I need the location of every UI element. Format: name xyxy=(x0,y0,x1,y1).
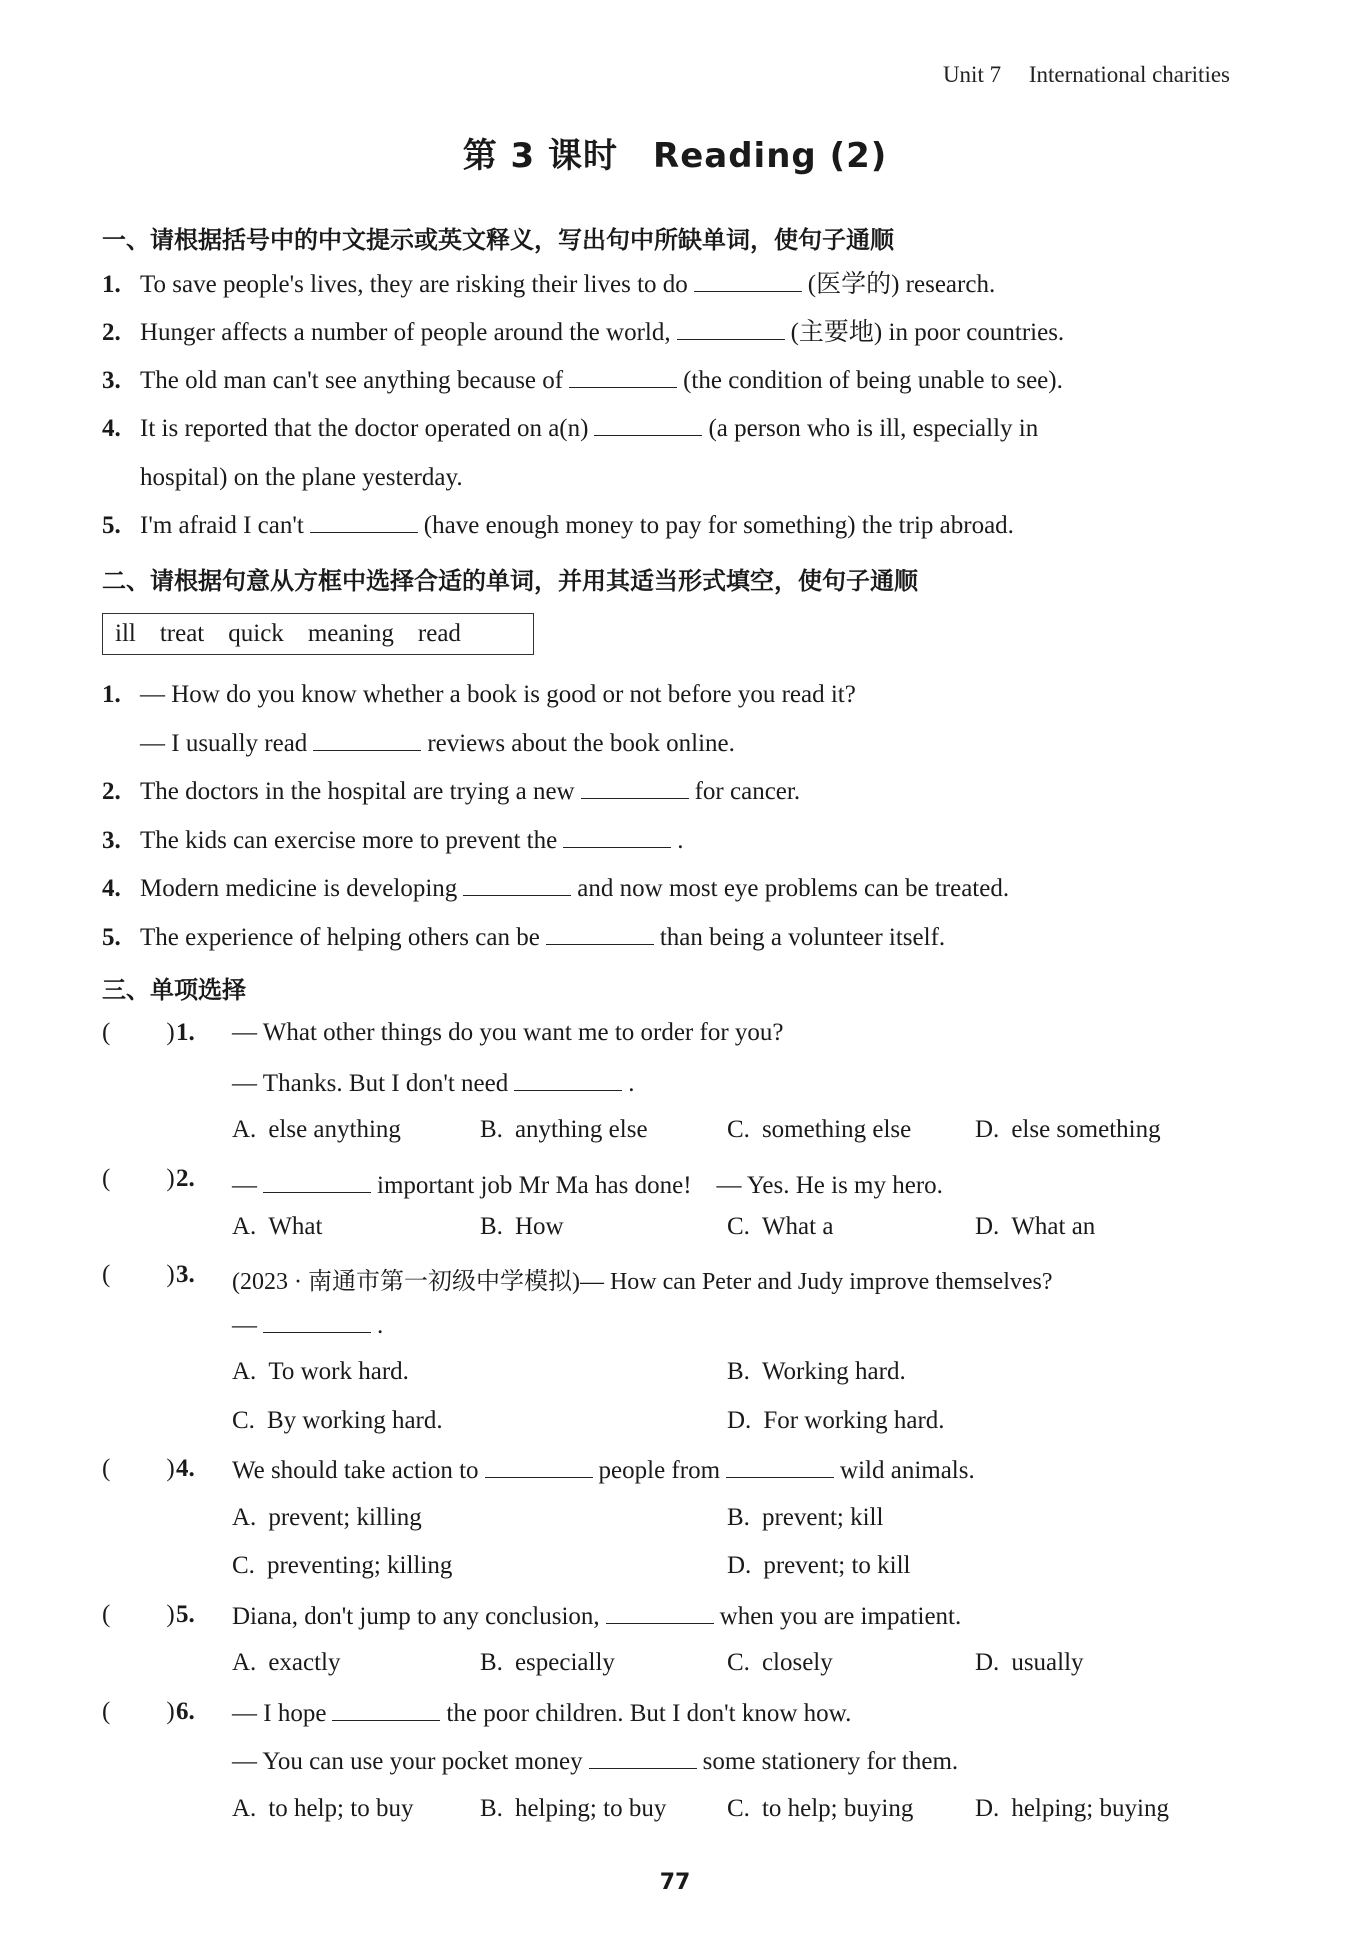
s3-q6-number: 6. xyxy=(176,1698,195,1725)
option-b[interactable]: B. anything else xyxy=(480,1116,648,1143)
answer-blank[interactable] xyxy=(313,728,421,751)
word-bank-item: quick xyxy=(228,620,284,647)
answer-paren[interactable]: ( ) xyxy=(102,1455,175,1482)
answer-blank[interactable] xyxy=(569,365,677,388)
s3-q3-text: (2023 · 南通市第一初级中学模拟)— How can Peter and Judy improve themselves? xyxy=(232,1269,1053,1295)
answer-blank[interactable] xyxy=(594,413,702,436)
s1-question-2: 2. Hunger affects a number of people around the world, (主要地) in poor countries. xyxy=(102,319,1065,346)
answer-blank[interactable] xyxy=(589,1746,697,1769)
option-b[interactable]: B. prevent; kill xyxy=(727,1504,884,1531)
option-c[interactable]: C. to help; buying xyxy=(727,1795,914,1822)
running-header xyxy=(943,62,1230,88)
option-a[interactable]: A. to help; to buy xyxy=(232,1795,414,1822)
option-b[interactable]: B. especially xyxy=(480,1649,615,1676)
page-number: 77 xyxy=(659,1870,691,1895)
s1-question-4-continued: hospital) on the plane yesterday. xyxy=(140,464,463,491)
answer-blank[interactable] xyxy=(694,269,802,292)
answer-blank[interactable] xyxy=(263,1310,371,1333)
word-bank-box xyxy=(102,613,534,655)
unit-topic: International charities xyxy=(1028,62,1230,87)
answer-paren[interactable]: ( ) xyxy=(102,1601,175,1628)
option-d[interactable]: D. usually xyxy=(975,1649,1084,1676)
s3-q1-reply: — Thanks. But I don't need . xyxy=(232,1070,635,1097)
option-c[interactable]: C. closely xyxy=(727,1649,833,1676)
s1-question-1: 1. To save people's lives, they are risking their lives to do (医学的) research. xyxy=(102,271,996,298)
answer-blank[interactable] xyxy=(546,922,654,945)
s2-question-4: 4. Modern medicine is developing and now most eye problems can be treated. xyxy=(102,875,1010,902)
s2-question-5: 5. The experience of helping others can be than being a volunteer itself. xyxy=(102,924,946,951)
word-bank-item: treat xyxy=(159,620,205,647)
answer-paren[interactable]: ( ) xyxy=(102,1165,175,1192)
answer-blank[interactable] xyxy=(485,1455,593,1478)
s3-q6-text: — I hope the poor children. But I don't know how. xyxy=(232,1700,852,1727)
s3-q3-reply: — . xyxy=(232,1312,384,1339)
s2-question-1: 1. — How do you know whether a book is good or not before you read it? xyxy=(102,681,856,708)
answer-blank[interactable] xyxy=(514,1068,622,1091)
option-c[interactable]: C. something else xyxy=(727,1116,912,1143)
s3-q6-reply: — You can use your pocket money some stationery for them. xyxy=(232,1748,959,1775)
option-a[interactable]: A. To work hard. xyxy=(232,1358,409,1385)
answer-blank[interactable] xyxy=(581,776,689,799)
option-c[interactable]: C. What a xyxy=(727,1213,834,1240)
answer-blank[interactable] xyxy=(563,825,671,848)
s3-q4-number: 4. xyxy=(176,1455,195,1482)
option-a[interactable]: A. else anything xyxy=(232,1116,401,1143)
s3-q2-text: — important job Mr Ma has done! — Yes. He is my hero. xyxy=(232,1172,943,1199)
s3-q2-number: 2. xyxy=(176,1165,195,1192)
option-d[interactable]: D. helping; buying xyxy=(975,1795,1169,1822)
s3-q5-number: 5. xyxy=(176,1601,195,1628)
s1-question-5: 5. I'm afraid I can't (have enough money to pay for something) the trip abroad. xyxy=(102,512,1014,539)
answer-blank[interactable] xyxy=(606,1601,714,1624)
unit-label: Unit 7 xyxy=(942,62,1002,87)
word-bank-item: ill xyxy=(115,620,136,647)
option-b[interactable]: B. helping; to buy xyxy=(480,1795,667,1822)
answer-paren[interactable]: ( ) xyxy=(102,1261,175,1288)
answer-paren[interactable]: ( ) xyxy=(102,1019,175,1046)
answer-blank[interactable] xyxy=(310,510,418,533)
s2-question-1-reply: — I usually read reviews about the book online. xyxy=(140,730,735,757)
section3-heading: 三、单项选择 xyxy=(102,976,246,1004)
option-a[interactable]: A. prevent; killing xyxy=(232,1504,422,1531)
page-title: 第 3 课时 Reading (2) xyxy=(462,136,888,176)
answer-blank[interactable] xyxy=(463,873,571,896)
option-d[interactable]: D. For working hard. xyxy=(727,1407,945,1434)
section2-heading: 二、请根据句意从方框中选择合适的单词，并用其适当形式填空，使句子通顺 xyxy=(102,567,918,595)
s3-q1-number: 1. xyxy=(176,1019,195,1046)
answer-blank[interactable] xyxy=(332,1698,440,1721)
option-d[interactable]: D. prevent; to kill xyxy=(727,1552,911,1579)
s1-question-3: 3. The old man can't see anything because of (the condition of being unable to see). xyxy=(102,367,1063,394)
answer-blank[interactable] xyxy=(726,1455,834,1478)
option-b[interactable]: B. How xyxy=(480,1213,564,1240)
answer-blank[interactable] xyxy=(263,1170,371,1193)
answer-paren[interactable]: ( ) xyxy=(102,1698,175,1725)
s3-q5-text: Diana, don't jump to any conclusion, when you are impatient. xyxy=(232,1603,962,1630)
s2-question-2: 2. The doctors in the hospital are trying a new for cancer. xyxy=(102,778,801,805)
option-a[interactable]: A. exactly xyxy=(232,1649,341,1676)
answer-blank[interactable] xyxy=(677,317,785,340)
option-b[interactable]: B. Working hard. xyxy=(727,1358,906,1385)
option-c[interactable]: C. By working hard. xyxy=(232,1407,443,1434)
word-bank-item: read xyxy=(417,620,461,647)
s3-q4-text: We should take action to people from wild animals. xyxy=(232,1457,975,1484)
s2-question-3: 3. The kids can exercise more to prevent the . xyxy=(102,827,684,854)
section1-heading: 一、请根据括号中的中文提示或英文释义，写出句中所缺单词，使句子通顺 xyxy=(102,226,894,254)
s1-question-4: 4. It is reported that the doctor operated on a(n) (a person who is ill, especially in xyxy=(102,415,1039,442)
word-bank-item: meaning xyxy=(307,620,394,647)
option-d[interactable]: D. else something xyxy=(975,1116,1161,1143)
option-d[interactable]: D. What an xyxy=(975,1213,1096,1240)
s3-q1-text: — What other things do you want me to order for you? xyxy=(232,1019,784,1046)
s3-q3-number: 3. xyxy=(176,1261,195,1288)
option-c[interactable]: C. preventing; killing xyxy=(232,1552,453,1579)
option-a[interactable]: A. What xyxy=(232,1213,323,1240)
